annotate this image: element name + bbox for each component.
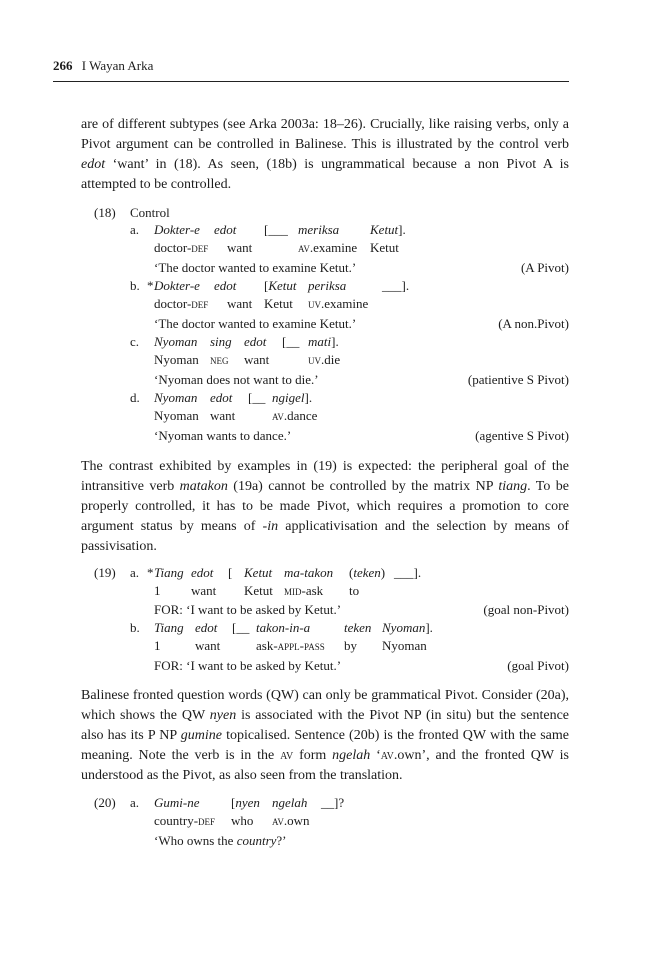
gloss-word: Nyoman]. <box>382 620 433 635</box>
gloss-word: Tiang <box>154 565 184 580</box>
gloss-word: want <box>210 408 236 423</box>
gloss-word: edot <box>214 278 237 293</box>
gloss-word: want <box>191 583 217 598</box>
sub-label: b. <box>130 278 140 293</box>
example-note: (A non.Pivot) <box>498 316 569 331</box>
gloss-word: [___ <box>264 222 288 237</box>
gloss-word: uv.examine <box>308 296 369 311</box>
gloss-word: Nyoman <box>154 408 199 423</box>
author-name: I Wayan Arka <box>81 58 154 73</box>
gloss-word: Dokter-e <box>154 222 200 237</box>
gloss-word: Nyoman <box>154 352 199 367</box>
running-header <box>53 58 153 74</box>
gloss-word: neg <box>210 352 229 367</box>
free-translation: ‘Nyoman wants to dance.’ <box>154 428 292 443</box>
gloss-word: Ketut]. <box>370 222 406 237</box>
ungrammatical-mark: * <box>147 565 154 580</box>
sub-label: c. <box>130 334 140 349</box>
gloss-word: Nyoman <box>154 390 198 405</box>
gloss-word: who <box>231 813 254 828</box>
gloss-word: Ketut <box>370 240 399 255</box>
example-number: (18) <box>94 205 116 220</box>
gloss-word: Tiang <box>154 620 184 635</box>
free-translation: ‘Nyoman does not want to die.’ <box>154 372 319 387</box>
example-note: (goal Pivot) <box>507 658 569 673</box>
gloss-line: country-def <box>154 813 216 828</box>
example-note: (agentive S Pivot) <box>475 428 569 443</box>
gloss-word: edot <box>214 222 237 237</box>
gloss-word: Dokter-e <box>154 278 200 293</box>
example-number: (19) <box>94 565 116 580</box>
example-note: (goal non-Pivot) <box>483 602 569 617</box>
gloss-word: ngigel]. <box>272 390 313 405</box>
gloss-word: edot <box>191 565 214 580</box>
example-note: (A Pivot) <box>520 260 569 275</box>
gloss-word: ngelah <box>272 795 308 810</box>
gloss-word: edot <box>210 390 233 405</box>
page-number: 266 <box>53 58 73 73</box>
free-translation: FOR: ‘I want to be asked by Ketut.’ <box>154 658 342 673</box>
sub-label: a. <box>130 565 140 580</box>
gloss-word: want <box>227 296 253 311</box>
ungrammatical-mark: * <box>147 278 154 293</box>
gloss-word: periksa <box>308 278 347 293</box>
free-translation: ‘The doctor wanted to examine Ketut.’ <box>154 260 357 275</box>
gloss-word: by <box>344 638 357 653</box>
gloss-line: doctor-def <box>154 296 209 311</box>
gloss-word: [__ <box>248 390 266 405</box>
gloss-word: ask-appl-pass <box>256 638 325 653</box>
gloss-word: meriksa <box>298 222 340 237</box>
gloss-word: want <box>195 638 221 653</box>
gloss-word: __]? <box>321 795 345 810</box>
gloss-word: to <box>349 583 360 598</box>
gloss-word: mati]. <box>308 334 339 349</box>
gloss-word: 1 <box>154 638 161 653</box>
free-translation: ‘Who owns the country?’ <box>154 833 287 848</box>
gloss-word: av.own <box>272 813 310 828</box>
paragraph-2: The contrast exhibited by examples in (19) is expected: the peripheral goal of the intransitive verb matakon (19a) cannot be controlled by the matrix NP tiang. To be properly controlled, it has to be made Pivot, which requires a promotion to core argument status by means of -in applicativisation and the selection by means of passivisation. <box>81 459 569 554</box>
gloss-word: takon-in-a <box>256 620 311 635</box>
gloss-word: Ketut <box>244 565 273 580</box>
gloss-word: sing <box>210 334 232 349</box>
gloss-word: [Ketut <box>264 278 297 293</box>
gloss-line: doctor-def <box>154 240 209 255</box>
gloss-word: Nyoman <box>154 334 198 349</box>
gloss-word: Ketut <box>264 296 293 311</box>
header-rule <box>53 81 569 82</box>
gloss-word: [__ <box>282 334 300 349</box>
gloss-word: edot <box>195 620 218 635</box>
free-translation: FOR: ‘I want to be asked by Ketut.’ <box>154 602 342 617</box>
gloss-word: want <box>227 240 253 255</box>
example-title: Control <box>130 205 170 220</box>
gloss-word: mid-ask <box>284 583 324 598</box>
gloss-word: av.dance <box>272 408 318 423</box>
gloss-word: ma-takon <box>284 565 334 580</box>
sub-label: a. <box>130 222 140 237</box>
gloss-word: (teken) <box>349 565 386 580</box>
gloss-word: Nyoman <box>382 638 427 653</box>
gloss-word: Ketut <box>244 583 273 598</box>
sub-label: a. <box>130 795 140 810</box>
gloss-word: [__ <box>232 620 250 635</box>
gloss-word: [ <box>228 565 233 580</box>
example-number: (20) <box>94 795 116 810</box>
gloss-word: ___]. <box>394 565 422 580</box>
paragraph-3: Balinese fronted question words (QW) can only be grammatical Pivot. Consider (20a), which shows the QW nyen is associated with the Pivot NP (in situ) but the sentence also has its P NP gumine topicalised. Sentence (20b) is the fronted QW with the same meaning. Note the verb is in the av form ngelah ‘av.own’, and the fronted QW is understood as the Pivot, as also seen from the translation. <box>81 688 569 783</box>
free-translation: ‘The doctor wanted to examine Ketut.’ <box>154 316 357 331</box>
gloss-word: teken <box>344 620 372 635</box>
gloss-word: uv.die <box>308 352 341 367</box>
gloss-word: ___]. <box>382 278 410 293</box>
gloss-word: Gumi-ne <box>154 795 200 810</box>
paragraph-1: are of different subtypes (see Arka 2003a: 18–26). Crucially, like raising verbs, only a Pivot argument can be controlled in Balinese. This is illustrated by the control verb edot ‘want’ in (18). As seen, (18b) is ungrammatical because a non Pivot A is attempted to be controlled. <box>81 117 569 192</box>
gloss-word: 1 <box>154 583 161 598</box>
gloss-word: av.examine <box>298 240 358 255</box>
gloss-word: want <box>244 352 270 367</box>
sub-label: d. <box>130 390 140 405</box>
gloss-word: [nyen <box>231 795 260 810</box>
example-note: (patientive S Pivot) <box>467 372 569 387</box>
gloss-word: edot <box>244 334 267 349</box>
sub-label: b. <box>130 620 140 635</box>
